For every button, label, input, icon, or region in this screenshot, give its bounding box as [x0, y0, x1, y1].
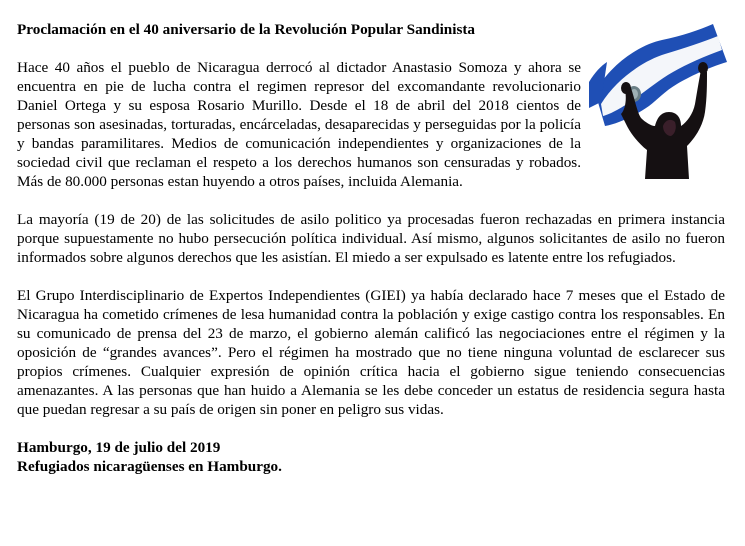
signature-signer: Refugiados nicaragüenses en Hamburgo.	[17, 458, 282, 475]
paragraph-1	[17, 58, 725, 191]
signature-place-date: Hamburgo, 19 de julio del 2019	[17, 439, 221, 456]
paragraph-3: El Grupo Interdisciplinario de Expertos Independientes (GIEI) ya había declarado hace 7 meses que el Estado de Nicaragua ha cometido crímenes de lesa humanidad contra la población y exige castigo contra los responsables. En su comunicado de prensa del 23 de marzo, el gobierno alemán calificó las negociaciones entre el régimen y la oposición de “grandes avances”. Pero el régimen ha mostrado que no tiene ninguna voluntad de esclarecer sus propios crímenes. Cualquier expresión de opinión crítica hacia el gobierno sigue teniendo consecuencias amenazantes. A las personas que han huido a Alemania se les debe conceder un estatus de residencia segura hasta que puedan regresar a su país de origen sin poner en peligro sus vidas.	[17, 287, 725, 418]
document-title: Proclamación en el 40 aniversario de la Revolución Popular Sandinista	[17, 21, 476, 38]
paragraph-1-text: Hace 40 años el pueblo de Nicaragua derrocó al dictador Anastasio Somoza y ahora se encuentra en pie de lucha contra el regimen represor del excomandante revolucionario Daniel Ortega y su esposa Rosario Murillo. Desde el 18 de abril del 2018 cientos de personas son asesinadas, torturadas, encárceladas, desaparecidas y perseguidas por la policía y bandas paramilitares. Medios de comunicación independientes y organizaciones de la sociedad civil que reclaman el respeto a los derechos humanos son censuradas y robados. Más de 80.000 personas estan huyendo a otros países, incluida Alemania.	[17, 59, 581, 190]
paragraph-2: La mayoría (19 de 20) de las solicitudes de asilo politico ya procesadas fueron rechazadas en primera instancia porque supuestamente no hubo persecución política individual. Así mismo, algunos solicitantes de asilo no fueron informados sobre algunos derechos que les asistían. El miedo a ser expulsado es latente entre los refugiados.	[17, 211, 725, 266]
protest-flag-photo	[587, 22, 735, 179]
